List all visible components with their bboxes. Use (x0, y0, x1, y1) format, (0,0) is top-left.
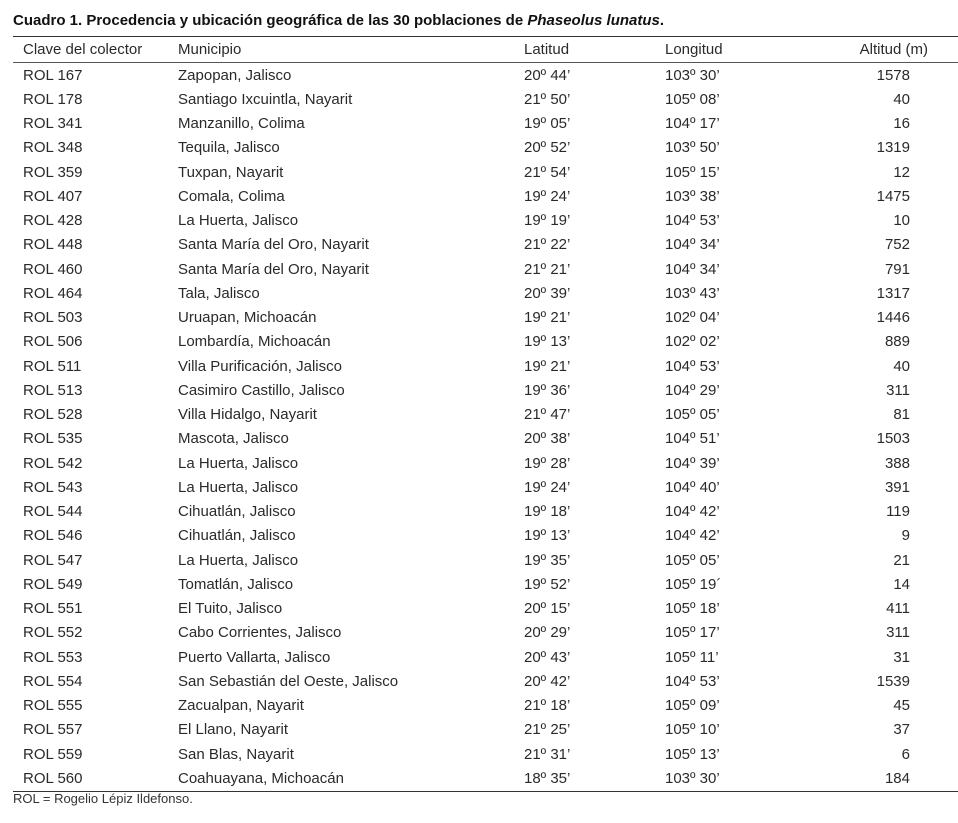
cell-collector-key: ROL 555 (23, 697, 83, 715)
table-row (13, 548, 958, 572)
populations-table (13, 36, 958, 792)
cell-municipality: Casimiro Castillo, Jalisco (178, 381, 345, 399)
cell-latitude: 19º 24’ (524, 478, 571, 496)
cell-longitude: 105º 19´ (665, 575, 722, 593)
cell-municipality: Zapopan, Jalisco (178, 66, 292, 84)
cell-municipality: San Blas, Nayarit (178, 745, 294, 763)
cell-longitude: 104º 53’ (665, 212, 720, 230)
table-row (13, 63, 958, 88)
cell-collector-key: ROL 551 (23, 600, 83, 618)
cell-longitude: 105º 17’ (665, 624, 720, 642)
table-header (13, 37, 958, 63)
table-row (13, 160, 958, 184)
cell-latitude: 19º 13’ (524, 527, 571, 545)
cell-altitude: 45 (893, 697, 910, 715)
table-row (13, 306, 958, 330)
cell-municipality: El Llano, Nayarit (178, 721, 289, 739)
cell-collector-key: ROL 528 (23, 406, 83, 424)
table-row (13, 597, 958, 621)
cell-latitude: 20º 39’ (524, 284, 571, 302)
header-latitude: Latitud (502, 37, 659, 63)
cell-altitude: 9 (901, 527, 910, 545)
footnote: ROL = Rogelio Lépiz Ildefonso. (13, 791, 193, 806)
cell-altitude: 1475 (876, 187, 910, 205)
table-row (13, 524, 958, 548)
header-longitude: Longitud (659, 37, 790, 63)
table-row (13, 87, 958, 111)
cell-collector-key: ROL 559 (23, 745, 83, 763)
cell-longitude: 105º 08’ (665, 90, 720, 108)
cell-collector-key: ROL 464 (23, 284, 83, 302)
cell-collector-key: ROL 178 (23, 90, 83, 108)
cell-latitude: 19º 21’ (524, 309, 571, 327)
cell-altitude: 1446 (876, 309, 910, 327)
cell-collector-key: ROL 560 (13, 766, 178, 791)
caption-species: Phaseolus lunatus (527, 12, 660, 29)
header-altitude: Altitud (m) (790, 37, 958, 63)
table-body (13, 63, 958, 792)
cell-longitude: 104º 42’ (665, 527, 720, 545)
cell-latitude: 18º 35’ (502, 766, 659, 791)
cell-longitude: 105º 15’ (665, 163, 720, 181)
cell-collector-key: ROL 543 (23, 478, 83, 496)
cell-latitude: 21º 54’ (524, 163, 571, 181)
cell-latitude: 21º 21’ (524, 260, 571, 278)
cell-collector-key: ROL 506 (23, 333, 83, 351)
cell-longitude: 105º 13’ (665, 745, 720, 763)
cell-latitude: 20º 29’ (524, 624, 571, 642)
cell-longitude: 102º 04’ (665, 309, 720, 327)
table-row (13, 766, 958, 791)
cell-longitude: 105º 18’ (665, 600, 720, 618)
table-row (13, 112, 958, 136)
table-row (13, 354, 958, 378)
cell-altitude: 184 (790, 766, 958, 791)
cell-municipality: Tequila, Jalisco (178, 139, 280, 157)
table-row (13, 257, 958, 281)
cell-latitude: 19º 21’ (524, 357, 571, 375)
cell-altitude: 31 (893, 648, 910, 666)
table-row (13, 184, 958, 208)
cell-altitude: 388 (884, 454, 910, 472)
cell-longitude: 104º 39’ (665, 454, 720, 472)
cell-latitude: 19º 18’ (524, 503, 571, 521)
cell-municipality: Cihuatlán, Jalisco (178, 527, 296, 545)
table-row (13, 475, 958, 499)
cell-municipality: Zacualpan, Nayarit (178, 697, 304, 715)
cell-collector-key: ROL 348 (23, 139, 83, 157)
cell-municipality: San Sebastián del Oeste, Jalisco (178, 672, 399, 690)
cell-altitude: 1539 (876, 672, 910, 690)
table-row (13, 718, 958, 742)
cell-municipality: El Tuito, Jalisco (178, 600, 283, 618)
cell-collector-key: ROL 544 (23, 503, 83, 521)
cell-altitude: 14 (893, 575, 910, 593)
cell-altitude: 391 (884, 478, 910, 496)
cell-longitude: 104º 34’ (665, 236, 720, 254)
cell-longitude: 104º 17’ (665, 115, 720, 133)
cell-latitude: 20º 15’ (524, 600, 571, 618)
cell-altitude: 16 (893, 115, 910, 133)
cell-collector-key: ROL 428 (23, 212, 83, 230)
cell-municipality: Puerto Vallarta, Jalisco (178, 648, 331, 666)
header-collector-key: Clave del colector (13, 37, 178, 63)
cell-collector-key: ROL 341 (23, 115, 83, 133)
table-row (13, 694, 958, 718)
table-row (13, 645, 958, 669)
cell-altitude: 37 (893, 721, 910, 739)
table-row (13, 233, 958, 257)
cell-altitude: 752 (884, 236, 910, 254)
cell-latitude: 19º 35’ (524, 551, 571, 569)
cell-altitude: 1503 (876, 430, 910, 448)
cell-latitude: 19º 36’ (524, 381, 571, 399)
cell-longitude: 104º 34’ (665, 260, 720, 278)
cell-altitude: 21 (893, 551, 910, 569)
table-row (13, 572, 958, 596)
table-row (13, 500, 958, 524)
cell-altitude: 6 (901, 745, 910, 763)
cell-municipality: La Huerta, Jalisco (178, 551, 299, 569)
cell-longitude: 105º 05’ (665, 551, 720, 569)
cell-municipality: Santa María del Oro, Nayarit (178, 236, 369, 254)
cell-latitude: 20º 42’ (524, 672, 571, 690)
cell-latitude: 19º 19’ (524, 212, 571, 230)
cell-municipality: Santiago Ixcuintla, Nayarit (178, 90, 353, 108)
table-caption (13, 12, 664, 29)
cell-altitude: 81 (893, 406, 910, 424)
cell-collector-key: ROL 546 (23, 527, 83, 545)
cell-municipality: Cihuatlán, Jalisco (178, 503, 296, 521)
cell-collector-key: ROL 553 (23, 648, 83, 666)
cell-altitude: 10 (893, 212, 910, 230)
cell-collector-key: ROL 448 (23, 236, 83, 254)
cell-municipality: Tala, Jalisco (178, 284, 260, 302)
cell-longitude: 105º 09’ (665, 697, 720, 715)
cell-longitude: 104º 53’ (665, 357, 720, 375)
cell-municipality: Comala, Colima (178, 187, 285, 205)
cell-municipality: Lombardía, Michoacán (178, 333, 331, 351)
cell-longitude: 103º 43’ (665, 284, 720, 302)
cell-collector-key: ROL 535 (23, 430, 83, 448)
table-row (13, 742, 958, 766)
cell-collector-key: ROL 503 (23, 309, 83, 327)
cell-collector-key: ROL 547 (23, 551, 83, 569)
cell-municipality: Coahuayana, Michoacán (178, 766, 502, 791)
cell-collector-key: ROL 542 (23, 454, 83, 472)
cell-municipality: La Huerta, Jalisco (178, 478, 299, 496)
cell-longitude: 104º 53’ (665, 672, 720, 690)
cell-collector-key: ROL 513 (23, 381, 83, 399)
cell-collector-key: ROL 359 (23, 163, 83, 181)
cell-longitude: 105º 10’ (665, 721, 720, 739)
cell-collector-key: ROL 407 (23, 187, 83, 205)
cell-longitude: 104º 40’ (665, 478, 720, 496)
cell-longitude: 104º 29’ (665, 381, 720, 399)
cell-latitude: 19º 05’ (524, 115, 571, 133)
cell-latitude: 19º 28’ (524, 454, 571, 472)
table-row (13, 281, 958, 305)
cell-collector-key: ROL 549 (23, 575, 83, 593)
caption-prefix: Cuadro 1. Procedencia y ubicación geográfica de las 30 poblaciones de (13, 12, 528, 29)
cell-municipality: Uruapan, Michoacán (178, 309, 317, 327)
table-row (13, 669, 958, 693)
cell-municipality: Villa Purificación, Jalisco (178, 357, 342, 375)
cell-latitude: 19º 24’ (524, 187, 571, 205)
cell-altitude: 411 (886, 600, 910, 618)
table-row (13, 621, 958, 645)
cell-altitude: 40 (893, 90, 910, 108)
cell-municipality: Cabo Corrientes, Jalisco (178, 624, 342, 642)
cell-longitude: 104º 51’ (665, 430, 720, 448)
table-row (13, 209, 958, 233)
cell-altitude: 1319 (876, 139, 910, 157)
cell-latitude: 20º 52’ (524, 139, 571, 157)
cell-longitude: 104º 42’ (665, 503, 720, 521)
cell-collector-key: ROL 511 (23, 357, 82, 375)
table-row (13, 427, 958, 451)
cell-municipality: Manzanillo, Colima (178, 115, 305, 133)
cell-collector-key: ROL 460 (23, 260, 83, 278)
caption-suffix: . (659, 12, 665, 29)
cell-latitude: 21º 31’ (524, 745, 571, 763)
table-row (13, 378, 958, 402)
cell-latitude: 20º 43’ (524, 648, 571, 666)
cell-collector-key: ROL 554 (23, 672, 83, 690)
table-row (13, 451, 958, 475)
cell-latitude: 21º 22’ (524, 236, 571, 254)
header-municipality: Municipio (178, 37, 502, 63)
cell-municipality: Mascota, Jalisco (178, 430, 289, 448)
cell-altitude: 12 (893, 163, 910, 181)
cell-municipality: Tuxpan, Nayarit (178, 163, 284, 181)
cell-municipality: Tomatlán, Jalisco (178, 575, 294, 593)
cell-longitude: 105º 05’ (665, 406, 720, 424)
header-row (13, 37, 958, 63)
cell-latitude: 21º 18’ (524, 697, 571, 715)
cell-altitude: 119 (886, 503, 910, 521)
cell-latitude: 21º 25’ (524, 721, 571, 739)
cell-altitude: 40 (893, 357, 910, 375)
cell-collector-key: ROL 167 (23, 66, 83, 84)
cell-longitude: 105º 11’ (665, 648, 719, 666)
cell-longitude: 102º 02’ (665, 333, 720, 351)
cell-municipality: Santa María del Oro, Nayarit (178, 260, 369, 278)
cell-longitude: 103º 50’ (665, 139, 720, 157)
cell-latitude: 19º 13’ (524, 333, 571, 351)
table-row (13, 136, 958, 160)
cell-altitude: 889 (884, 333, 910, 351)
table-row (13, 403, 958, 427)
cell-municipality: La Huerta, Jalisco (178, 212, 299, 230)
cell-latitude: 20º 38’ (524, 430, 571, 448)
cell-altitude: 311 (886, 381, 910, 399)
cell-collector-key: ROL 557 (23, 721, 83, 739)
cell-longitude: 103º 30’ (665, 66, 720, 84)
cell-collector-key: ROL 552 (23, 624, 83, 642)
cell-longitude: 103º 30’ (659, 766, 790, 791)
cell-longitude: 103º 38’ (665, 187, 720, 205)
cell-altitude: 1317 (876, 284, 910, 302)
cell-altitude: 1578 (876, 66, 910, 84)
cell-latitude: 19º 52’ (524, 575, 571, 593)
cell-municipality: La Huerta, Jalisco (178, 454, 299, 472)
cell-altitude: 311 (886, 624, 910, 642)
cell-municipality: Villa Hidalgo, Nayarit (178, 406, 317, 424)
cell-latitude: 20º 44’ (524, 66, 571, 84)
cell-latitude: 21º 47’ (524, 406, 571, 424)
cell-latitude: 21º 50’ (524, 90, 571, 108)
table-row (13, 330, 958, 354)
cell-altitude: 791 (884, 260, 910, 278)
